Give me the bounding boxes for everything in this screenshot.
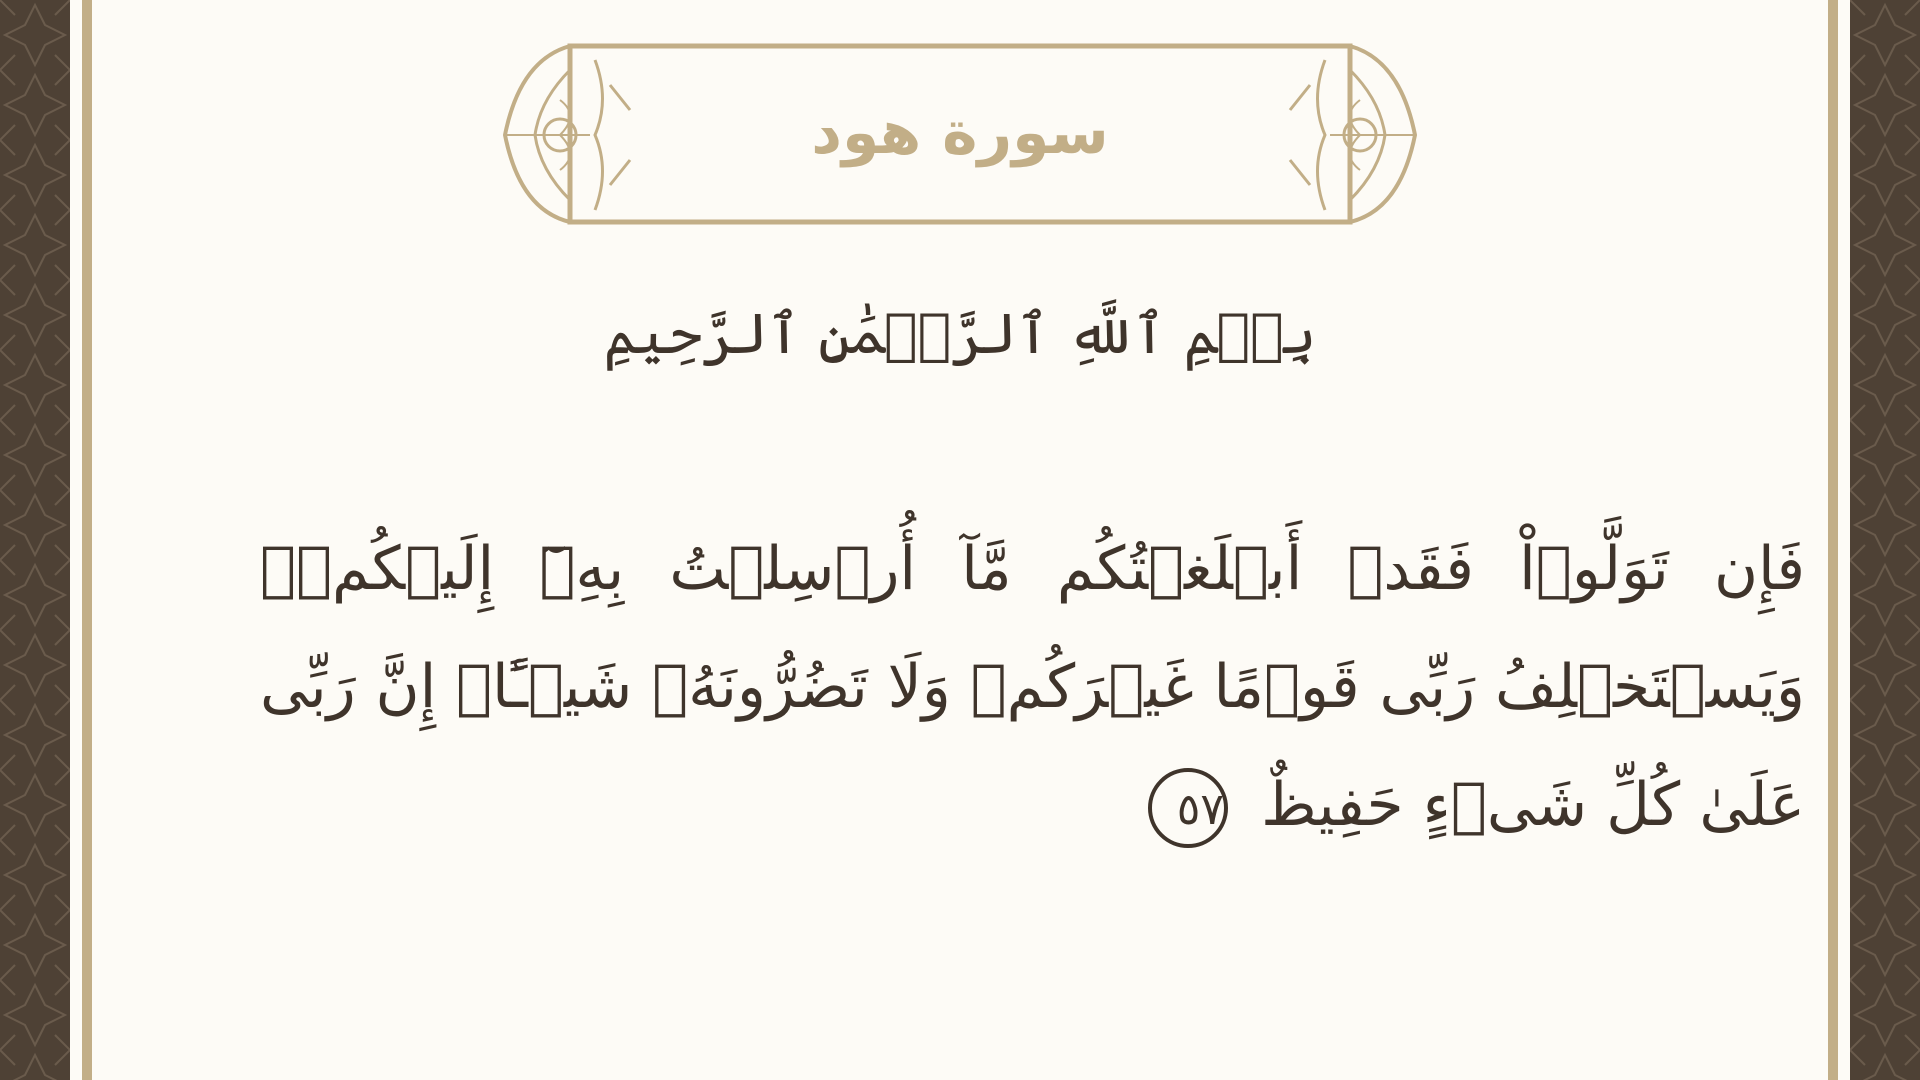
verse-text-block <box>260 510 1805 864</box>
ayah-number-badge: ٥٧ <box>1148 768 1228 848</box>
surah-title: سورة هود <box>811 98 1109 168</box>
right-gold-rule <box>1828 0 1838 1080</box>
left-pattern-border <box>0 0 70 1080</box>
basmala: بِسۡمِ ٱللَّهِ ٱلرَّحۡمَٰنِ ٱلرَّحِيمِ <box>603 302 1317 367</box>
surah-header-frame <box>500 40 1420 230</box>
left-gold-rule <box>82 0 92 1080</box>
right-pattern-border <box>1850 0 1920 1080</box>
verse-text: فَإِن تَوَلَّوۡاْ فَقَدۡ أَبۡلَغۡتُكُم مَّآ أُرۡسِلۡتُ بِهِۦٓ إِلَيۡكُمۡۚ وَيَسۡتَخۡلِفُ رَبِّى قَوۡمًا غَيۡرَكُمۡ وَلَا تَضُرُّونَهُۥ شَيۡـًٔاۚ إِنَّ رَبِّى عَلَىٰ كُلِّ شَىۡءٍ حَفِيظٌ <box>260 534 1805 840</box>
